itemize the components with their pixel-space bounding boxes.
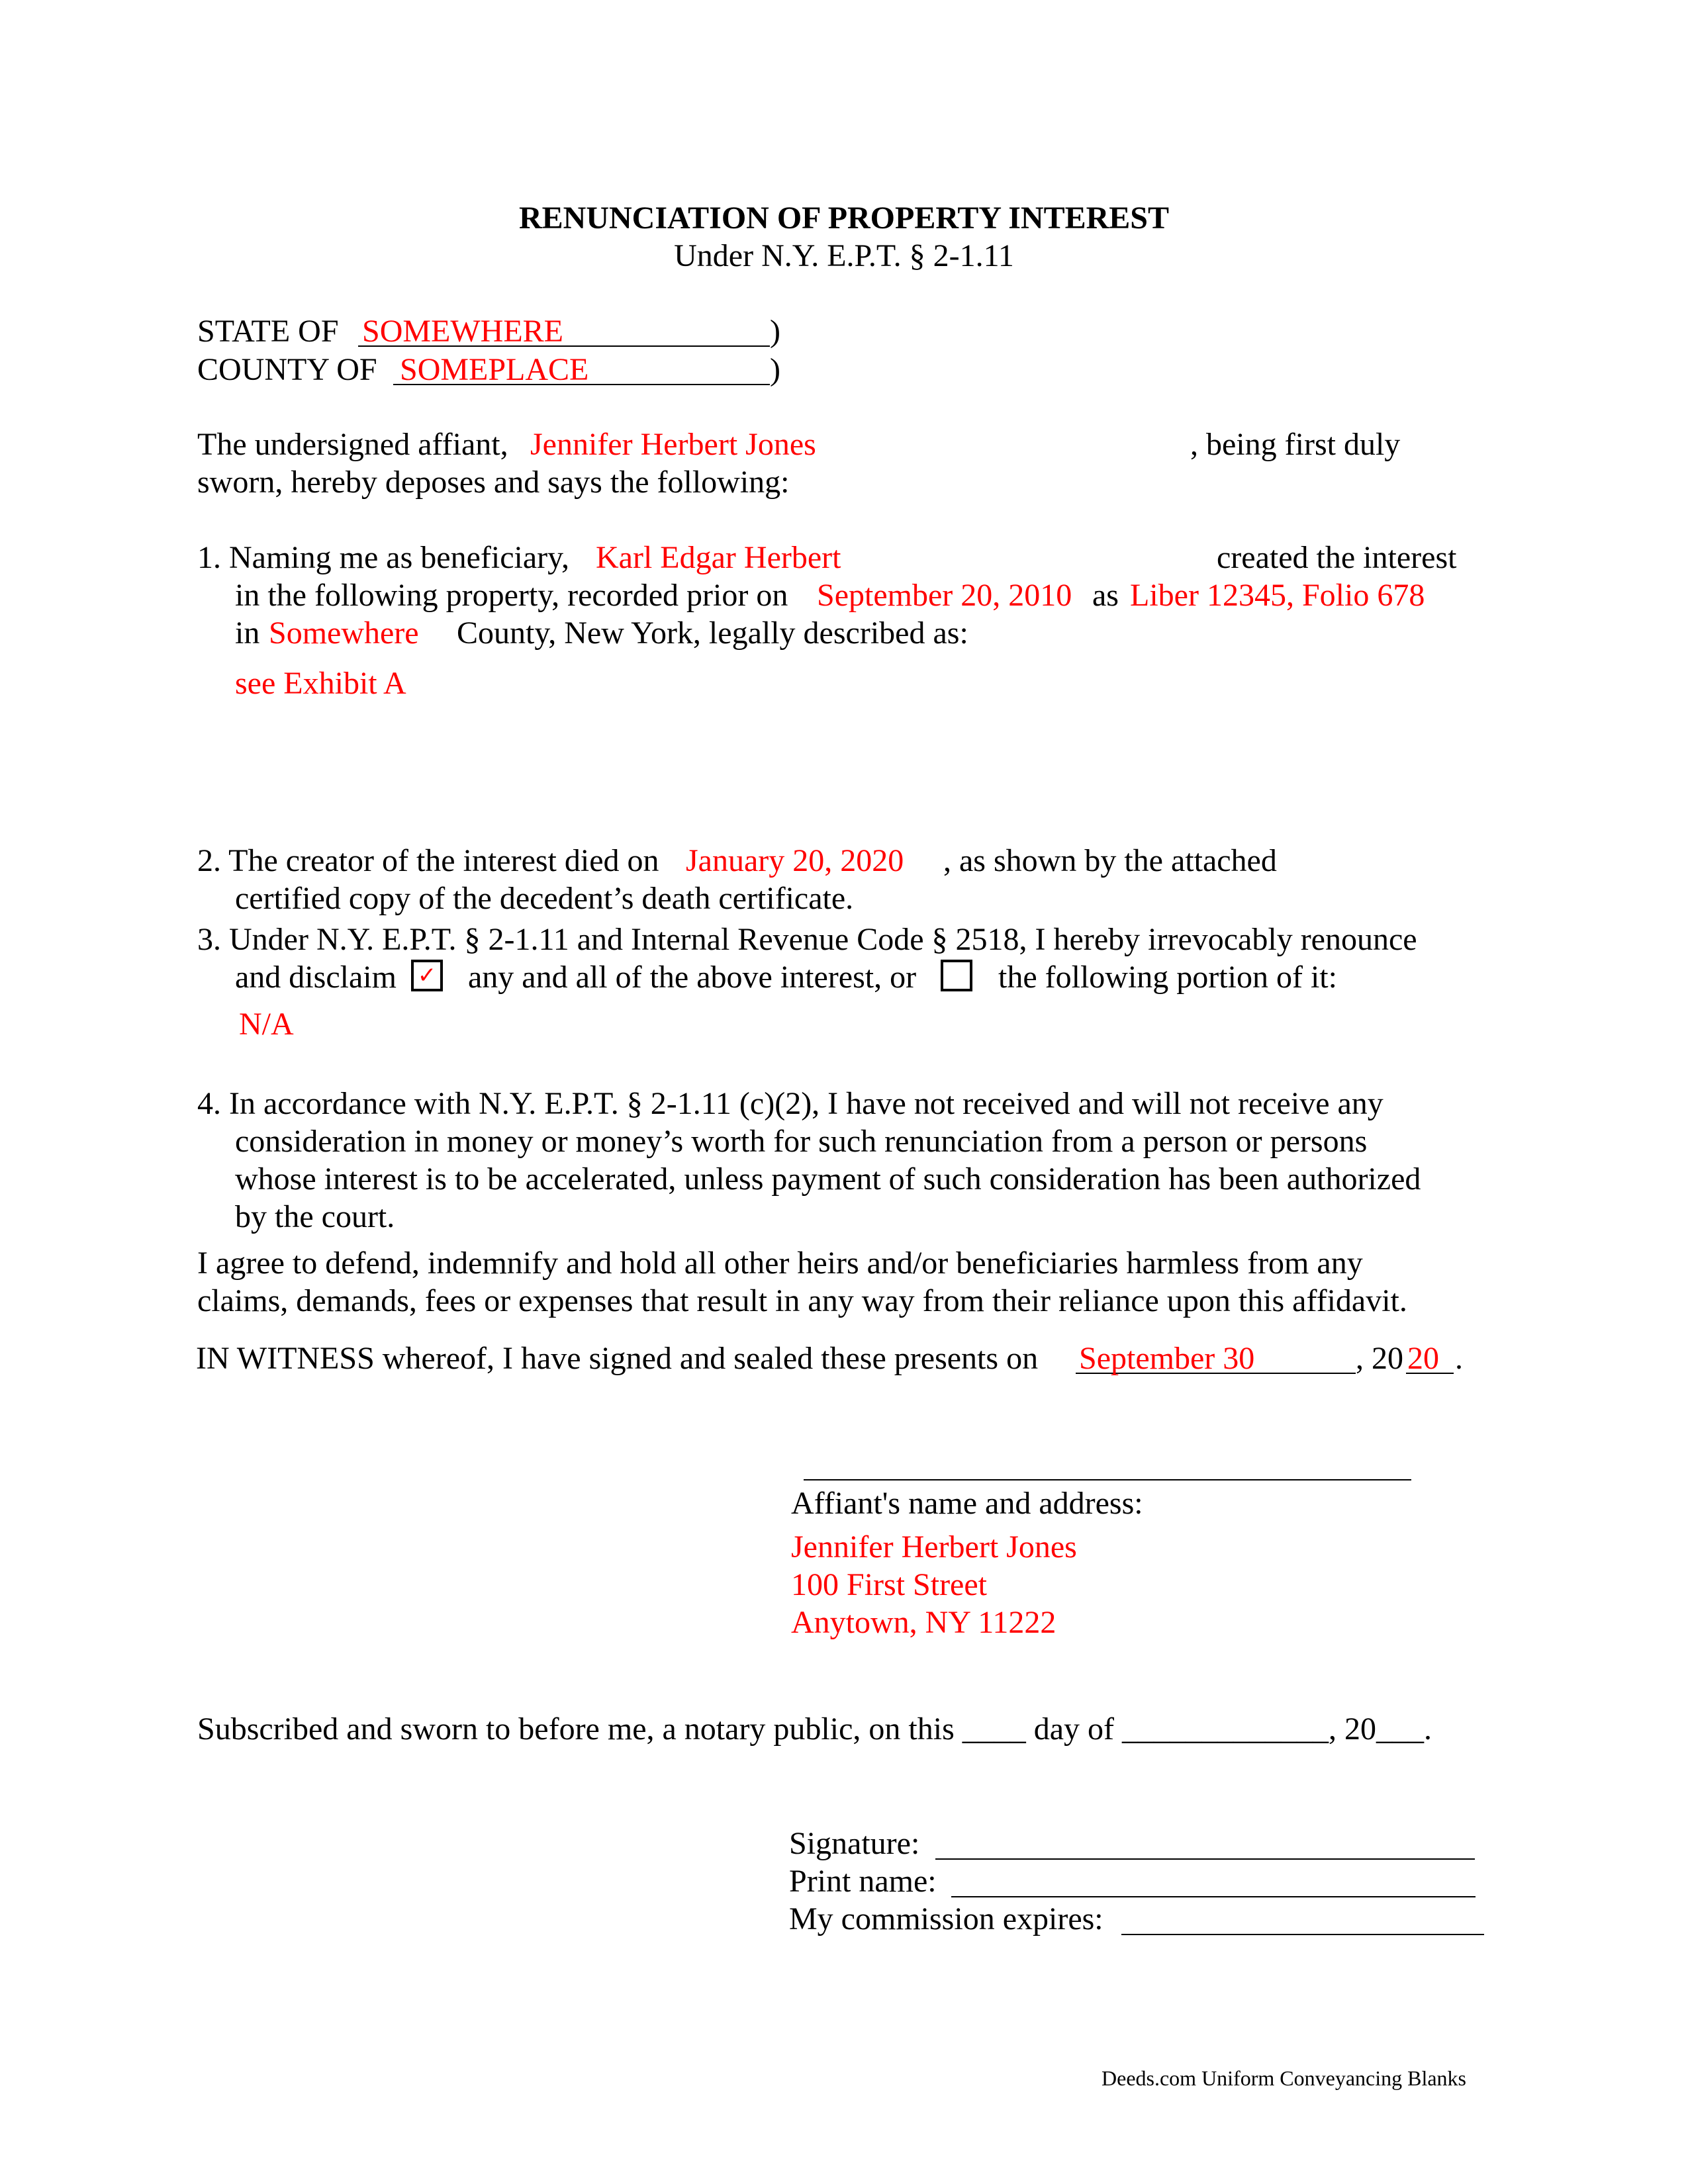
witness-period: . bbox=[1455, 1341, 1463, 1376]
item3-line1: 3. Under N.Y. E.P.T. § 2-1.11 and Internal Revenue Code § 2518, I hereby irrevocably renounce bbox=[197, 922, 1417, 957]
witness-text-b: , 20 bbox=[1356, 1341, 1403, 1376]
document-subtitle: Under N.Y. E.P.T. § 2-1.11 bbox=[674, 238, 1014, 273]
notary-commission-label: My commission expires: bbox=[789, 1901, 1103, 1936]
item1-text-e: in bbox=[235, 615, 260, 651]
item3-text-a: and disclaim bbox=[235, 960, 397, 995]
legal-description: see Exhibit A bbox=[235, 666, 406, 701]
item1-text-d: as bbox=[1092, 578, 1119, 613]
death-date: January 20, 2020 bbox=[686, 843, 904, 878]
state-value: SOMEWHERE bbox=[362, 314, 563, 349]
witness-year: 20 bbox=[1407, 1341, 1439, 1376]
item4-line2: consideration in money or money’s worth for such renunciation from a person or persons bbox=[235, 1124, 1368, 1159]
indemnify-line1: I agree to defend, indemnify and hold all other heirs and/or beneficiaries harmless from any bbox=[197, 1246, 1363, 1281]
item2-line2: certified copy of the decedent’s death certificate. bbox=[235, 881, 854, 916]
notary-jurat: Subscribed and sworn to before me, a notary public, on this ____ day of _____________, 20___. bbox=[197, 1711, 1432, 1747]
recorded-date: September 20, 2010 bbox=[817, 578, 1072, 613]
indemnify-line2: claims, demands, fees or expenses that result in any way from their reliance upon this affidavit. bbox=[197, 1283, 1407, 1318]
item2-text-b: , as shown by the attached bbox=[943, 843, 1277, 878]
item4-line3: whose interest is to be accelerated, unless payment of such consideration has been authorized bbox=[235, 1161, 1421, 1197]
item1-text-c: in the following property, recorded prior on bbox=[235, 578, 788, 613]
footer-text: Deeds.com Uniform Conveyancing Blanks bbox=[1102, 2066, 1466, 2090]
item4-line4: by the court. bbox=[235, 1199, 395, 1234]
creator-name: Karl Edgar Herbert bbox=[596, 540, 841, 575]
notary-signature-label: Signature: bbox=[789, 1826, 920, 1861]
witness-text-a: IN WITNESS whereof, I have signed and sealed these presents on bbox=[196, 1341, 1039, 1376]
notary-print-name-line bbox=[951, 1896, 1476, 1897]
renounce-portion-checkbox[interactable] bbox=[941, 960, 972, 991]
portion-value: N/A bbox=[239, 1007, 294, 1042]
affiant-block-city: Anytown, NY 11222 bbox=[791, 1605, 1056, 1640]
item1-text-b: created the interest bbox=[1217, 540, 1457, 575]
liber-folio: Liber 12345, Folio 678 bbox=[1130, 578, 1425, 613]
intro-text-after: , being first duly bbox=[1190, 427, 1401, 462]
notary-commission-line bbox=[1121, 1934, 1484, 1935]
renounce-all-checkbox[interactable]: ✓ bbox=[411, 960, 443, 991]
item1-text-a: 1. Naming me as beneficiary, bbox=[197, 540, 570, 575]
item2-text-a: 2. The creator of the interest died on bbox=[197, 843, 659, 878]
affiant-block-label: Affiant's name and address: bbox=[791, 1486, 1143, 1521]
item3-text-b: any and all of the above interest, or bbox=[468, 960, 917, 995]
item3-text-c: the following portion of it: bbox=[998, 960, 1337, 995]
item4-line1: 4. In accordance with N.Y. E.P.T. § 2-1.11 (c)(2), I have not received and will not receive any bbox=[197, 1086, 1383, 1121]
affiant-block-name: Jennifer Herbert Jones bbox=[791, 1529, 1077, 1565]
county-value: SOMEPLACE bbox=[400, 352, 589, 387]
document-title: RENUNCIATION OF PROPERTY INTEREST bbox=[519, 201, 1169, 236]
affiant-name: Jennifer Herbert Jones bbox=[530, 427, 816, 462]
item1-text-f: County, New York, legally described as: bbox=[457, 615, 968, 651]
state-label: STATE OF bbox=[197, 314, 339, 349]
intro-text-before: The undersigned affiant, bbox=[197, 427, 508, 462]
notary-signature-line bbox=[935, 1858, 1475, 1860]
property-county: Somewhere bbox=[269, 615, 419, 651]
affiant-signature-line bbox=[804, 1479, 1411, 1480]
intro-line2: sworn, hereby deposes and says the following: bbox=[197, 465, 790, 500]
notary-print-name-label: Print name: bbox=[789, 1864, 937, 1899]
county-label: COUNTY OF bbox=[197, 352, 377, 387]
county-paren: ) bbox=[770, 352, 780, 387]
state-paren: ) bbox=[770, 314, 780, 349]
affiant-block-street: 100 First Street bbox=[791, 1567, 987, 1602]
witness-date: September 30 bbox=[1079, 1341, 1255, 1376]
